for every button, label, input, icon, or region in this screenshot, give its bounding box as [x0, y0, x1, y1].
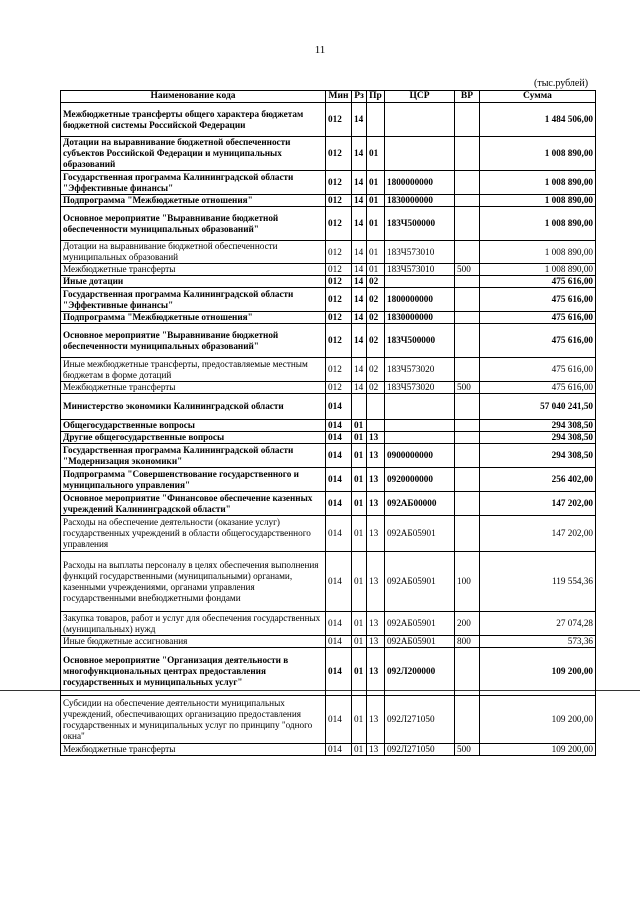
- cell-min: 014: [326, 552, 352, 612]
- header-min: Мин: [326, 91, 352, 103]
- cell-rz: 01: [352, 444, 367, 468]
- cell-vr: [455, 103, 480, 137]
- cell-name: Государственная программа Калининградской области "Модернизация экономики": [61, 444, 326, 468]
- cell-pr: 01: [367, 241, 385, 264]
- cell-name: Расходы на обеспечение деятельности (оказание услуг) государственных учреждений в области общегосударственного управления: [61, 516, 326, 552]
- cell-pr: 13: [367, 744, 385, 756]
- cell-csr: [385, 276, 455, 288]
- table-row: [61, 516, 596, 552]
- cell-csr: [385, 394, 455, 420]
- cell-csr: 183Ч500000: [385, 324, 455, 358]
- cell-rz: 14: [352, 195, 367, 207]
- cell-csr: [385, 137, 455, 171]
- cell-csr: 1800000000: [385, 171, 455, 195]
- cell-name: Государственная программа Калининградской области "Эффективные финансы": [61, 171, 326, 195]
- cell-min: 014: [326, 444, 352, 468]
- cell-csr: [385, 103, 455, 137]
- cell-sum: 27 074,28: [480, 612, 596, 636]
- cell-pr: 02: [367, 288, 385, 312]
- cell-pr: 13: [367, 516, 385, 552]
- cell-vr: [455, 276, 480, 288]
- cell-vr: [455, 288, 480, 312]
- cell-min: 012: [326, 276, 352, 288]
- cell-sum: 256 402,00: [480, 468, 596, 492]
- cell-min: 014: [326, 432, 352, 444]
- cell-rz: 01: [352, 432, 367, 444]
- cell-min: 014: [326, 420, 352, 432]
- cell-min: 014: [326, 612, 352, 636]
- cell-sum: 294 308,50: [480, 444, 596, 468]
- cell-sum: 1 008 890,00: [480, 171, 596, 195]
- cell-pr: 02: [367, 358, 385, 382]
- cell-rz: 01: [352, 612, 367, 636]
- cell-name: Основное мероприятие "Организация деятельности в многофункциональных центрах предоставления государственных и муниципальных услуг": [61, 648, 326, 696]
- header-name: Наименование кода: [61, 91, 326, 103]
- cell-pr: 01: [367, 171, 385, 195]
- cell-name: Дотации на выравнивание бюджетной обеспеченности субъектов Российской Федерации и муниципальных образований: [61, 137, 326, 171]
- cell-sum: 109 200,00: [480, 696, 596, 744]
- cell-min: 012: [326, 137, 352, 171]
- cell-rz: 14: [352, 276, 367, 288]
- cell-name: Государственная программа Калининградской области "Эффективные финансы": [61, 288, 326, 312]
- cell-csr: 092АБ05901: [385, 516, 455, 552]
- cell-csr: 183Ч573020: [385, 382, 455, 394]
- cell-sum: 475 616,00: [480, 276, 596, 288]
- cell-min: 014: [326, 696, 352, 744]
- cell-min: 012: [326, 288, 352, 312]
- cell-vr: 500: [455, 382, 480, 394]
- cell-rz: 01: [352, 648, 367, 696]
- cell-sum: 1 008 890,00: [480, 207, 596, 241]
- table-row: [61, 137, 596, 171]
- cell-sum: 573,36: [480, 636, 596, 648]
- cell-vr: [455, 444, 480, 468]
- cell-name: Общегосударственные вопросы: [61, 420, 326, 432]
- cell-sum: 57 040 241,50: [480, 394, 596, 420]
- cell-rz: 14: [352, 171, 367, 195]
- cell-min: 014: [326, 636, 352, 648]
- cell-rz: 14: [352, 382, 367, 394]
- cell-min: 014: [326, 468, 352, 492]
- cell-pr: 13: [367, 492, 385, 516]
- table-row: [61, 264, 596, 276]
- cell-sum: 1 008 890,00: [480, 264, 596, 276]
- cell-name: Другие общегосударственные вопросы: [61, 432, 326, 444]
- cell-rz: 14: [352, 358, 367, 382]
- table-row: [61, 358, 596, 382]
- cell-min: 014: [326, 648, 352, 696]
- table-row: [61, 444, 596, 468]
- cell-sum: 109 200,00: [480, 744, 596, 756]
- cell-pr: 13: [367, 696, 385, 744]
- cell-pr: 01: [367, 195, 385, 207]
- table-body: [61, 103, 596, 756]
- cell-sum: 147 202,00: [480, 492, 596, 516]
- cell-name: Дотации на выравнивание бюджетной обеспеченности муниципальных образований: [61, 241, 326, 264]
- cell-pr: 02: [367, 276, 385, 288]
- table-row: [61, 241, 596, 264]
- cell-name: Подпрограмма "Межбюджетные отношения": [61, 312, 326, 324]
- cell-min: 012: [326, 207, 352, 241]
- cell-sum: 109 200,00: [480, 648, 596, 696]
- cell-name: Подпрограмма "Межбюджетные отношения": [61, 195, 326, 207]
- cell-name: Межбюджетные трансферты общего характера бюджетам бюджетной системы Российской Федерации: [61, 103, 326, 137]
- cell-pr: 13: [367, 444, 385, 468]
- cell-csr: 0920000000: [385, 468, 455, 492]
- cell-min: 012: [326, 382, 352, 394]
- cell-pr: [367, 394, 385, 420]
- cell-rz: 14: [352, 312, 367, 324]
- cell-pr: 13: [367, 648, 385, 696]
- cell-pr: 13: [367, 636, 385, 648]
- cell-name: Основное мероприятие "Выравнивание бюджетной обеспеченности муниципальных образований": [61, 324, 326, 358]
- cell-name: Иные бюджетные ассигнования: [61, 636, 326, 648]
- cell-min: 012: [326, 312, 352, 324]
- unit-note: (тыс.рублей): [534, 78, 589, 89]
- cell-vr: [455, 394, 480, 420]
- cell-sum: 294 308,50: [480, 420, 596, 432]
- cell-csr: 092АБ00000: [385, 492, 455, 516]
- cell-vr: [455, 195, 480, 207]
- cell-name: Субсидии на обеспечение деятельности муниципальных учреждений, обеспечивающих организацию предоставления государственных и муниципальных услуг по принципу "одного окна": [61, 696, 326, 744]
- cell-vr: 200: [455, 612, 480, 636]
- cell-vr: [455, 324, 480, 358]
- cell-pr: 02: [367, 382, 385, 394]
- cell-name: Расходы на выплаты персоналу в целях обеспечения выполнения функций государственными (муниципальными) органами, казенными учреждениями, органами управления государственными внебюджетными фондами: [61, 552, 326, 612]
- cell-sum: 475 616,00: [480, 358, 596, 382]
- cell-vr: [455, 432, 480, 444]
- cell-csr: 1830000000: [385, 312, 455, 324]
- cell-csr: 092АБ05901: [385, 612, 455, 636]
- cell-rz: 01: [352, 516, 367, 552]
- cell-name: Подпрограмма "Совершенствование государственного и муниципального управления": [61, 468, 326, 492]
- cell-csr: 1800000000: [385, 288, 455, 312]
- cell-pr: 01: [367, 264, 385, 276]
- cell-min: 012: [326, 195, 352, 207]
- page-number: 11: [314, 44, 326, 56]
- table-row: [61, 276, 596, 288]
- cell-pr: 13: [367, 612, 385, 636]
- cell-min: 012: [326, 264, 352, 276]
- cell-csr: 092Л271050: [385, 696, 455, 744]
- cell-vr: 800: [455, 636, 480, 648]
- cell-csr: [385, 432, 455, 444]
- cell-vr: [455, 171, 480, 195]
- cell-sum: 1 008 890,00: [480, 195, 596, 207]
- cell-csr: 092Л200000: [385, 648, 455, 696]
- cell-min: 014: [326, 744, 352, 756]
- cell-csr: [385, 420, 455, 432]
- cell-pr: 01: [367, 137, 385, 171]
- header-rz: Рз: [352, 91, 367, 103]
- header-csr: ЦСР: [385, 91, 455, 103]
- cell-min: 012: [326, 241, 352, 264]
- cell-pr: 13: [367, 552, 385, 612]
- cell-sum: 475 616,00: [480, 312, 596, 324]
- table-row: [61, 394, 596, 420]
- budget-table: [60, 90, 596, 756]
- cell-rz: 01: [352, 468, 367, 492]
- header-pr: Пр: [367, 91, 385, 103]
- cell-name: Иные межбюджетные трансферты, предоставляемые местным бюджетам в форме дотаций: [61, 358, 326, 382]
- cell-rz: 14: [352, 264, 367, 276]
- table-row: [61, 648, 596, 696]
- cell-name: Межбюджетные трансферты: [61, 744, 326, 756]
- cell-vr: 100: [455, 552, 480, 612]
- cell-vr: 500: [455, 264, 480, 276]
- cell-rz: 01: [352, 420, 367, 432]
- table-row: [61, 312, 596, 324]
- cell-vr: [455, 696, 480, 744]
- cell-min: 012: [326, 358, 352, 382]
- cell-rz: 01: [352, 492, 367, 516]
- cell-vr: [455, 241, 480, 264]
- cell-rz: 01: [352, 744, 367, 756]
- cell-vr: [455, 358, 480, 382]
- table-row: [61, 552, 596, 612]
- cell-rz: 01: [352, 636, 367, 648]
- header-vr: ВР: [455, 91, 480, 103]
- cell-sum: 1 484 506,00: [480, 103, 596, 137]
- cell-vr: [455, 468, 480, 492]
- cell-name: Закупка товаров, работ и услуг для обеспечения государственных (муниципальных) нужд: [61, 612, 326, 636]
- cell-sum: 147 202,00: [480, 516, 596, 552]
- table-row: [61, 195, 596, 207]
- cell-csr: 183Ч500000: [385, 207, 455, 241]
- table-row: [61, 432, 596, 444]
- cell-sum: 475 616,00: [480, 324, 596, 358]
- table-row: [61, 468, 596, 492]
- cell-csr: 092АБ05901: [385, 636, 455, 648]
- table-row: [61, 171, 596, 195]
- cell-rz: 14: [352, 137, 367, 171]
- cell-name: Межбюджетные трансферты: [61, 264, 326, 276]
- cell-name: Основное мероприятие "Финансовое обеспечение казенных учреждений Калининградской области": [61, 492, 326, 516]
- cell-rz: 14: [352, 324, 367, 358]
- table-row: [61, 744, 596, 756]
- cell-min: 012: [326, 103, 352, 137]
- cell-rz: 01: [352, 552, 367, 612]
- cell-csr: 183Ч573010: [385, 264, 455, 276]
- table-row: [61, 207, 596, 241]
- header-sum: Сумма: [480, 91, 596, 103]
- table-row: [61, 636, 596, 648]
- cell-sum: 1 008 890,00: [480, 241, 596, 264]
- table-row: [61, 696, 596, 744]
- cell-rz: 14: [352, 207, 367, 241]
- cell-vr: [455, 207, 480, 241]
- cell-name: Министерство экономики Калининградской области: [61, 394, 326, 420]
- cell-rz: 01: [352, 696, 367, 744]
- cell-pr: 13: [367, 432, 385, 444]
- cell-csr: 183Ч573010: [385, 241, 455, 264]
- table-row: [61, 288, 596, 312]
- cell-vr: 500: [455, 744, 480, 756]
- cell-pr: 01: [367, 207, 385, 241]
- cell-csr: 0900000000: [385, 444, 455, 468]
- cell-rz: 14: [352, 288, 367, 312]
- cell-vr: [455, 492, 480, 516]
- cell-vr: [455, 137, 480, 171]
- cell-name: Межбюджетные трансферты: [61, 382, 326, 394]
- cell-sum: 475 616,00: [480, 382, 596, 394]
- cell-sum: 294 308,50: [480, 432, 596, 444]
- cell-pr: 02: [367, 324, 385, 358]
- table-row: [61, 492, 596, 516]
- cell-min: 014: [326, 394, 352, 420]
- cell-pr: 13: [367, 468, 385, 492]
- cell-csr: 1830000000: [385, 195, 455, 207]
- cell-pr: [367, 103, 385, 137]
- cell-pr: [367, 420, 385, 432]
- cell-sum: 119 554,36: [480, 552, 596, 612]
- cell-vr: [455, 420, 480, 432]
- cell-csr: 092Л271050: [385, 744, 455, 756]
- cell-vr: [455, 312, 480, 324]
- cell-min: 014: [326, 492, 352, 516]
- cell-sum: 475 616,00: [480, 288, 596, 312]
- cell-rz: 14: [352, 241, 367, 264]
- table-row: [61, 382, 596, 394]
- cell-csr: 092АБ05901: [385, 552, 455, 612]
- table-row: [61, 324, 596, 358]
- table-row: [61, 420, 596, 432]
- cell-vr: [455, 648, 480, 696]
- cell-rz: 14: [352, 103, 367, 137]
- table-row: [61, 612, 596, 636]
- cell-min: 012: [326, 324, 352, 358]
- cell-rz: [352, 394, 367, 420]
- cell-csr: 183Ч573020: [385, 358, 455, 382]
- cell-name: Иные дотации: [61, 276, 326, 288]
- cell-min: 012: [326, 171, 352, 195]
- cell-sum: 1 008 890,00: [480, 137, 596, 171]
- table-row: [61, 103, 596, 137]
- cell-min: 014: [326, 516, 352, 552]
- table-header-row: [61, 91, 596, 103]
- cell-vr: [455, 516, 480, 552]
- cell-name: Основное мероприятие "Выравнивание бюджетной обеспеченности муниципальных образований": [61, 207, 326, 241]
- cell-pr: 02: [367, 312, 385, 324]
